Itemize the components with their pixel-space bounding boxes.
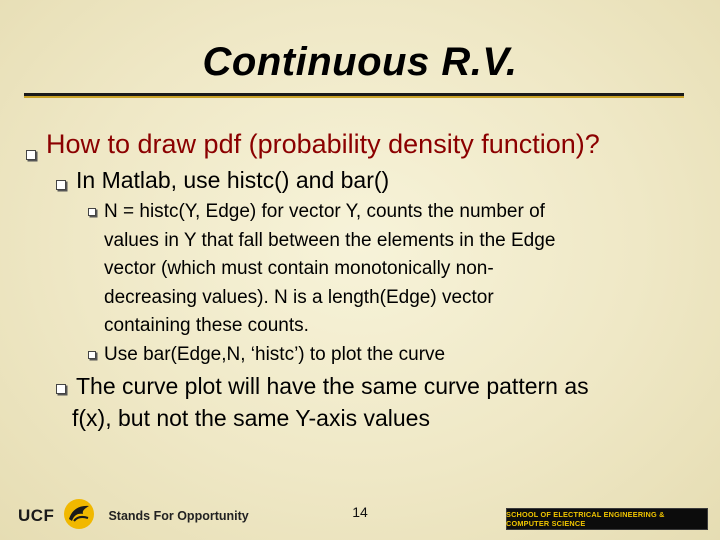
square-bullet-icon <box>56 180 66 190</box>
school-banner: SCHOOL OF ELECTRICAL ENGINEERING & COMPUTER SCIENCE <box>506 508 708 530</box>
bullet-level1-text: How to draw pdf (probability density function)? <box>46 129 600 159</box>
square-bullet-icon <box>26 150 36 160</box>
ucf-pegasus-icon <box>62 497 96 536</box>
bullet-level3-line: containing these counts. <box>104 315 309 337</box>
square-bullet-icon <box>88 208 96 216</box>
page-number: 14 <box>352 504 368 520</box>
square-bullet-icon <box>88 351 96 359</box>
ucf-logo-text: UCF <box>18 506 55 525</box>
bullet-level2-text: In Matlab, use histc() and bar() <box>76 167 390 193</box>
title-underline <box>24 93 684 98</box>
bullet-level3-text: Use bar(Edge,N, ‘histc’) to plot the curve <box>104 344 446 365</box>
bullet-level2-line: The curve plot will have the same curve pattern as <box>76 373 589 399</box>
tagline: Stands For Opportunity <box>108 509 249 523</box>
bullet-level3-line: vector (which must contain monotonically non- <box>104 258 494 280</box>
bullet-level3-line: decreasing values). N is a length(Edge) vector <box>104 286 494 308</box>
square-bullet-icon <box>56 384 66 394</box>
slide-title: Continuous R.V. <box>202 40 518 84</box>
ucf-logo <box>18 496 249 536</box>
bullet-level2-paragraph <box>72 371 589 434</box>
bullet-level3-line: N = histc(Y, Edge) for vector Y, counts the number of <box>104 201 545 222</box>
bullet-level2-line: f(x), but not the same Y-axis values <box>72 404 430 431</box>
bullet-level3-paragraph <box>104 198 555 341</box>
bullet-level3-line: values in Y that fall between the elements in the Edge <box>104 229 556 251</box>
